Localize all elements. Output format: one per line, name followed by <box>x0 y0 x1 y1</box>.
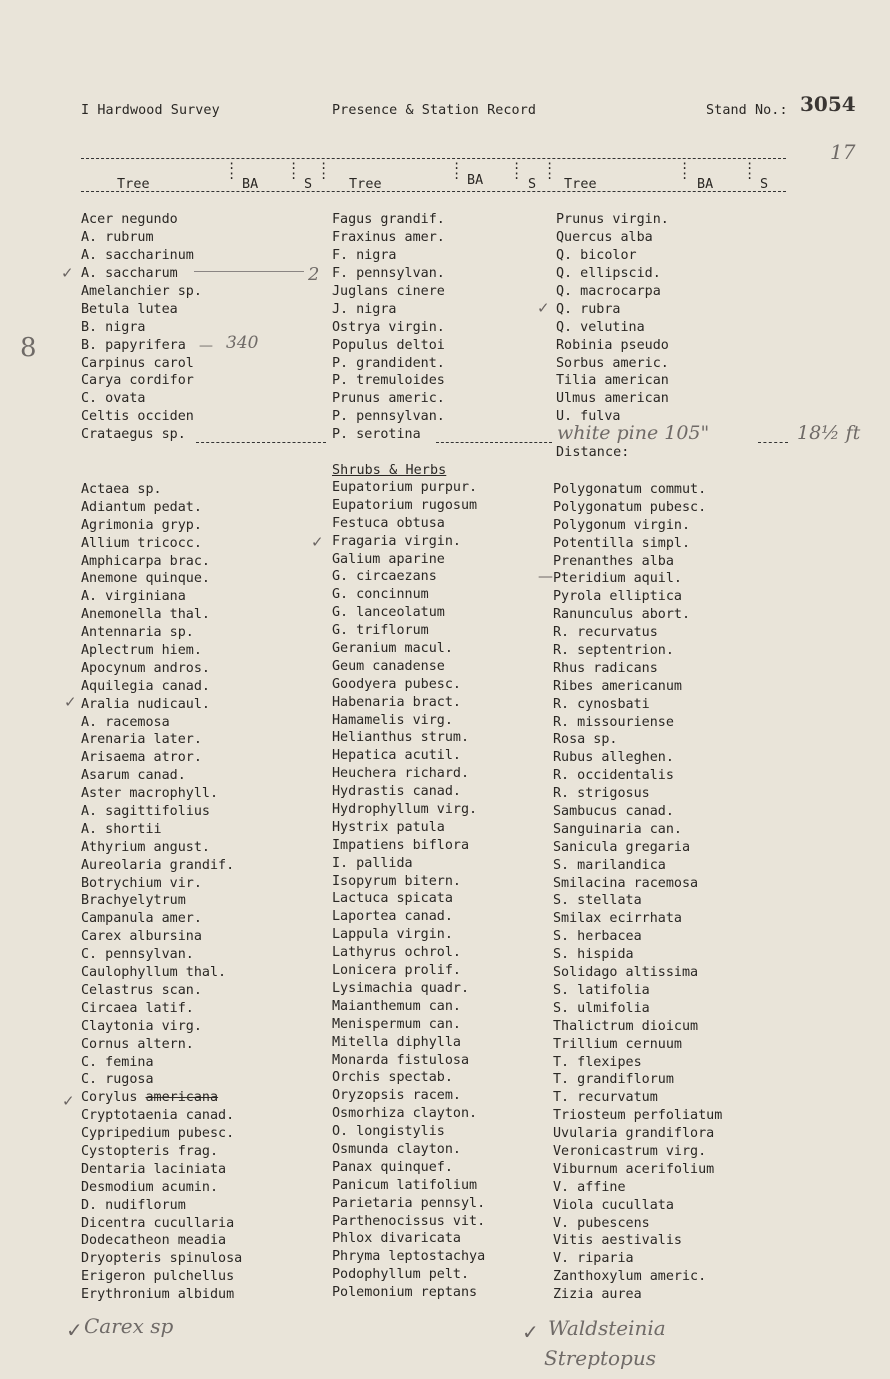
list-item: Panax quinquef. <box>332 1159 453 1175</box>
check-icon: ✓ <box>61 264 74 282</box>
list-item: Celastrus scan. <box>81 982 202 998</box>
list-item: V. affine <box>553 1179 626 1195</box>
record-title: Presence & Station Record <box>332 103 537 118</box>
streptopus-note: Streptopus <box>544 1346 656 1370</box>
list-item: Pyrola elliptica <box>553 589 682 605</box>
list-item: Rubus alleghen. <box>553 750 674 766</box>
separator: : : <box>320 158 328 182</box>
list-item: R. occidentalis <box>553 768 674 784</box>
header-s-3: S <box>760 177 769 192</box>
list-item: Actaea sp. <box>81 482 162 497</box>
distance-label: Distance: <box>556 445 630 460</box>
shrubs-herbs-title: Shrubs & Herbs <box>332 463 447 478</box>
list-item: Caulophyllum thal. <box>81 965 227 981</box>
list-item: Sorbus americ. <box>556 355 669 371</box>
list-item: Lathyrus ochrol. <box>332 945 461 961</box>
list-item: C. ovata <box>81 391 146 407</box>
check-icon: ✓ <box>522 1320 539 1344</box>
check-icon: ✓ <box>537 299 550 317</box>
separator: : : <box>746 158 754 182</box>
list-item: Crataegus sp. <box>81 427 186 443</box>
list-item: G. triflorum <box>332 623 429 639</box>
list-item: I. pallida <box>332 855 413 871</box>
list-item: Amelanchier sp. <box>81 283 202 299</box>
stand-label: Stand No.: <box>706 103 788 118</box>
list-item: Q. macrocarpa <box>556 283 661 299</box>
list-item: S. marilandica <box>553 857 666 873</box>
list-item: Maianthemum can. <box>332 998 461 1014</box>
list-item: Vitis aestivalis <box>553 1233 682 1249</box>
list-item: O. longistylis <box>332 1124 445 1140</box>
list-item: Juglans cinere <box>332 283 445 299</box>
list-item: Anemonella thal. <box>81 607 210 623</box>
stand-note: 17 <box>830 140 856 164</box>
tree-list-1 <box>81 211 202 444</box>
list-item: Polygonatum commut. <box>553 482 707 497</box>
list-item: Hydrophyllum virg. <box>332 802 478 818</box>
list-item: G. lanceolatum <box>332 605 445 621</box>
list-item: R. recurvatus <box>553 625 658 641</box>
list-item: Circaea latif. <box>81 1000 194 1016</box>
list-item: S. latifolia <box>553 982 650 998</box>
list-item: Uvularia grandiflora <box>553 1126 715 1142</box>
stand-number: 3054 <box>800 92 856 116</box>
list-item: R. cynosbati <box>553 696 650 712</box>
list-item: Fagus grandif. <box>332 212 445 227</box>
list-item: Festuca obtusa <box>332 515 445 531</box>
list-item: Mitella diphylla <box>332 1034 461 1050</box>
list-item: Hydrastis canad. <box>332 784 461 800</box>
list-item: Aralia nudicaul. <box>81 696 210 712</box>
list-item: Polygonum virgin. <box>553 517 691 533</box>
list-item: Triosteum perfoliatum <box>553 1108 723 1124</box>
list-item: S. hispida <box>553 947 634 963</box>
list-item: Agrimonia gryp. <box>81 517 202 533</box>
list-item: R. strigosus <box>553 786 650 802</box>
list-item: Orchis spectab. <box>332 1070 453 1086</box>
list-item: Populus deltoi <box>332 337 445 353</box>
list-item: A. virginiana <box>81 589 186 605</box>
list-item: Robinia pseudo <box>556 337 669 353</box>
list-item: P. tremuloides <box>332 373 445 389</box>
list-item: Antennaria sp. <box>81 625 194 641</box>
list-item: Desmodium acumin. <box>81 1179 219 1195</box>
list-item: Thalictrum dioicum <box>553 1018 699 1034</box>
table-rule-header <box>81 191 786 192</box>
list-item: Ulmus american <box>556 391 669 407</box>
list-item: Q. rubra <box>556 301 621 317</box>
list-item: Athyrium angust. <box>81 839 210 855</box>
separator: : : <box>513 158 521 182</box>
white-pine-note: white pine 105" <box>557 422 710 444</box>
survey-title: I Hardwood Survey <box>81 103 220 118</box>
pennsylvan-ba: 2 <box>308 264 320 285</box>
list-item: G. circaezans <box>332 569 437 585</box>
list-item: P. grandident. <box>332 355 445 371</box>
list-item: C. femina <box>81 1054 154 1070</box>
list-item: T. flexipes <box>553 1054 642 1070</box>
table-rule-bottom <box>436 442 552 443</box>
list-item: Osmorhiza clayton. <box>332 1106 478 1122</box>
list-item: Claytonia virg. <box>81 1018 202 1034</box>
list-item: Carex albursina <box>81 929 202 945</box>
papyrifera-ba: 340 <box>226 333 259 353</box>
margin-count: 8 <box>20 333 37 363</box>
list-item: Menispermum can. <box>332 1016 461 1032</box>
list-item: R. missouriense <box>553 714 674 730</box>
list-item: Q. bicolor <box>556 247 637 263</box>
list-item: Hamamelis virg. <box>332 712 453 728</box>
list-item: Carya cordifor <box>81 373 194 389</box>
list-item: Allium tricocc. <box>81 535 202 551</box>
header-tree-2: Tree <box>349 177 382 192</box>
herb-list-2 <box>332 479 485 1302</box>
list-item: Viola cucullata <box>553 1197 674 1213</box>
list-item: Cornus altern. <box>81 1036 194 1052</box>
tree-list-3 <box>556 211 669 426</box>
list-item: Smilacina racemosa <box>553 875 699 891</box>
separator: : : <box>228 158 236 182</box>
list-item: G. concinnum <box>332 587 429 603</box>
waldsteinia-note: Waldsteinia <box>548 1316 666 1340</box>
list-item: Quercus alba <box>556 229 653 245</box>
list-item: Viburnum acerifolium <box>553 1161 715 1177</box>
list-item: Aureolaria grandif. <box>81 857 235 873</box>
list-item: S. stellata <box>553 893 642 909</box>
list-item: F. pennsylvan. <box>332 265 445 281</box>
list-item: Heuchera richard. <box>332 766 470 782</box>
header-ba-1: BA <box>242 177 259 192</box>
list-item: Dicentra cucullaria <box>81 1215 235 1231</box>
list-item: Acer negundo <box>81 212 178 227</box>
list-item: A. rubrum <box>81 229 154 245</box>
list-item: Lonicera prolif. <box>332 963 461 979</box>
list-item: Cypripedium pubesc. <box>81 1126 235 1142</box>
list-item: A. sagittifolius <box>81 804 210 820</box>
list-item: Helianthus strum. <box>332 730 470 746</box>
list-item: A. shortii <box>81 821 162 837</box>
distance-note: 18½ ft <box>797 422 861 444</box>
herb-list-3 <box>553 481 722 1304</box>
list-item: Parthenocissus vit. <box>332 1213 486 1229</box>
list-item: Celtis occiden <box>81 409 194 425</box>
list-item: Cystopteris frag. <box>81 1143 219 1159</box>
list-item: Anemone quinque. <box>81 571 210 587</box>
list-item: P. serotina <box>332 427 421 443</box>
list-item: Tilia american <box>556 373 669 389</box>
list-item: Campanula amer. <box>81 911 202 927</box>
list-item: Rhus radicans <box>553 660 658 676</box>
list-item: Smilax ecirrhata <box>553 911 682 927</box>
list-item: T. grandiflorum <box>553 1072 674 1088</box>
list-item: Arisaema atror. <box>81 750 202 766</box>
list-item: Zanthoxylum americ. <box>553 1269 707 1285</box>
list-item: Ribes americanum <box>553 678 682 694</box>
list-item: Polemonium reptans <box>332 1285 478 1301</box>
list-item: Isopyrum bitern. <box>332 873 461 889</box>
list-item: Monarda fistulosa <box>332 1052 470 1068</box>
list-item: Dentaria laciniata <box>81 1161 227 1177</box>
carex-note: Carex sp <box>84 1314 174 1338</box>
tree-list-2 <box>332 211 445 444</box>
list-item: B. nigra <box>81 319 146 335</box>
list-item: Phlox divaricata <box>332 1231 461 1247</box>
list-item: B. papyrifera <box>81 337 186 353</box>
list-item: Prunus virgin. <box>556 212 669 227</box>
list-item: Rosa sp. <box>553 732 618 748</box>
list-item: J. nigra <box>332 301 397 317</box>
list-item: Sambucus canad. <box>553 804 674 820</box>
list-item: Asarum canad. <box>81 768 186 784</box>
separator: : : <box>453 158 461 182</box>
header-ba-3: BA <box>697 177 714 192</box>
list-item: Laportea canad. <box>332 909 453 925</box>
list-item: R. septentrion. <box>553 643 674 659</box>
check-icon: ✓ <box>62 1092 75 1110</box>
list-item: Fraxinus amer. <box>332 229 445 245</box>
list-item: Polygonatum pubesc. <box>553 499 707 515</box>
list-item: Sanguinaria can. <box>553 821 682 837</box>
table-rule-bottom <box>196 442 326 443</box>
header-s-1: S <box>304 177 313 192</box>
list-item: Solidago altissima <box>553 965 699 981</box>
list-item: Panicum latifolium <box>332 1177 478 1193</box>
list-item: D. nudiflorum <box>81 1197 186 1213</box>
list-item: A. saccharinum <box>81 247 194 263</box>
list-item: Lappula virgin. <box>332 927 453 943</box>
list-item: P. pennsylvan. <box>332 409 445 425</box>
list-item: Fragaria virgin. <box>332 533 461 549</box>
pointer-line <box>194 271 304 272</box>
list-item: A. racemosa <box>81 714 170 730</box>
list-item: Habenaria bract. <box>332 694 461 710</box>
list-item: Parietaria pennsyl. <box>332 1195 486 1211</box>
corylus-genus: Corylus <box>81 1090 146 1106</box>
list-item: Dryopteris spinulosa <box>81 1251 243 1267</box>
list-item: Q. ellipscid. <box>556 265 661 281</box>
check-icon: ✓ <box>66 1318 83 1342</box>
list-item: Geranium macul. <box>332 641 453 657</box>
list-item: Betula lutea <box>81 301 178 317</box>
list-item: Hystrix patula <box>332 819 445 835</box>
list-item: Goodyera pubesc. <box>332 676 461 692</box>
list-item: Phryma leptostachya <box>332 1249 486 1265</box>
list-item: Eupatorium rugosum <box>332 497 478 513</box>
list-item: Oryzopsis racem. <box>332 1088 461 1104</box>
table-rule-bottom <box>758 442 788 443</box>
header-s-2: S <box>528 177 537 192</box>
list-item: Osmunda clayton. <box>332 1141 461 1157</box>
list-item: Erigeron pulchellus <box>81 1269 235 1285</box>
list-item: Prunus americ. <box>332 391 445 407</box>
list-item: Veronicastrum virg. <box>553 1143 707 1159</box>
list-item: Prenanthes alba <box>553 553 674 569</box>
list-item: Lactuca spicata <box>332 891 453 907</box>
list-item: Arenaria later. <box>81 732 202 748</box>
list-item: Carpinus carol <box>81 355 194 371</box>
list-item: Dodecatheon meadia <box>81 1233 227 1249</box>
header-ba-2: BA <box>467 173 484 188</box>
list-item <box>81 1089 242 1107</box>
list-item: Aster macrophyll. <box>81 786 219 802</box>
list-item: T. recurvatum <box>553 1090 658 1106</box>
herb-list-1 <box>81 481 242 1304</box>
list-item: Podophyllum pelt. <box>332 1267 470 1283</box>
list-item: Eupatorium purpur. <box>332 480 478 495</box>
list-item: Erythronium albidum <box>81 1287 235 1303</box>
list-item: Apocynum andros. <box>81 660 210 676</box>
list-item: C. pennsylvan. <box>81 947 194 963</box>
list-item: Pteridium aquil. <box>553 571 682 587</box>
list-item: U. fulva <box>556 409 621 425</box>
check-icon: ✓ <box>64 693 77 711</box>
list-item: V. pubescens <box>553 1215 650 1231</box>
list-item: Impatiens biflora <box>332 837 470 853</box>
list-item: C. rugosa <box>81 1072 154 1088</box>
list-item: Trillium cernuum <box>553 1036 682 1052</box>
list-item: Potentilla simpl. <box>553 535 691 551</box>
check-icon: ✓ <box>311 533 324 551</box>
list-item: Aplectrum hiem. <box>81 643 202 659</box>
list-item: Adiantum pedat. <box>81 499 202 515</box>
list-item: Q. velutina <box>556 319 645 335</box>
check-icon: — <box>538 567 553 585</box>
list-item: Botrychium vir. <box>81 875 202 891</box>
list-item: Ranunculus abort. <box>553 607 691 623</box>
list-item: F. nigra <box>332 247 397 263</box>
corylus-struck: americana <box>145 1090 219 1106</box>
list-item: A. saccharum <box>81 265 178 281</box>
list-item: Aquilegia canad. <box>81 678 210 694</box>
list-item: Amphicarpa brac. <box>81 553 210 569</box>
list-item: Zizia aurea <box>553 1287 642 1303</box>
list-item: Hepatica acutil. <box>332 748 461 764</box>
list-item: Ostrya virgin. <box>332 319 445 335</box>
list-item: Brachyelytrum <box>81 893 186 909</box>
separator: : : <box>290 158 298 182</box>
separator: : : <box>546 158 554 182</box>
list-item: V. riparia <box>553 1251 634 1267</box>
list-item: Cryptotaenia canad. <box>81 1108 235 1124</box>
list-item: Lysimachia quadr. <box>332 980 470 996</box>
header-tree-1: Tree <box>117 177 150 192</box>
list-item: Sanicula gregaria <box>553 839 691 855</box>
list-item: Galium aparine <box>332 551 445 567</box>
separator: : : <box>681 158 689 182</box>
list-item: S. ulmifolia <box>553 1000 650 1016</box>
list-item: Geum canadense <box>332 658 445 674</box>
header-tree-3: Tree <box>564 177 597 192</box>
dash-mark: — <box>199 338 213 354</box>
list-item: S. herbacea <box>553 929 642 945</box>
